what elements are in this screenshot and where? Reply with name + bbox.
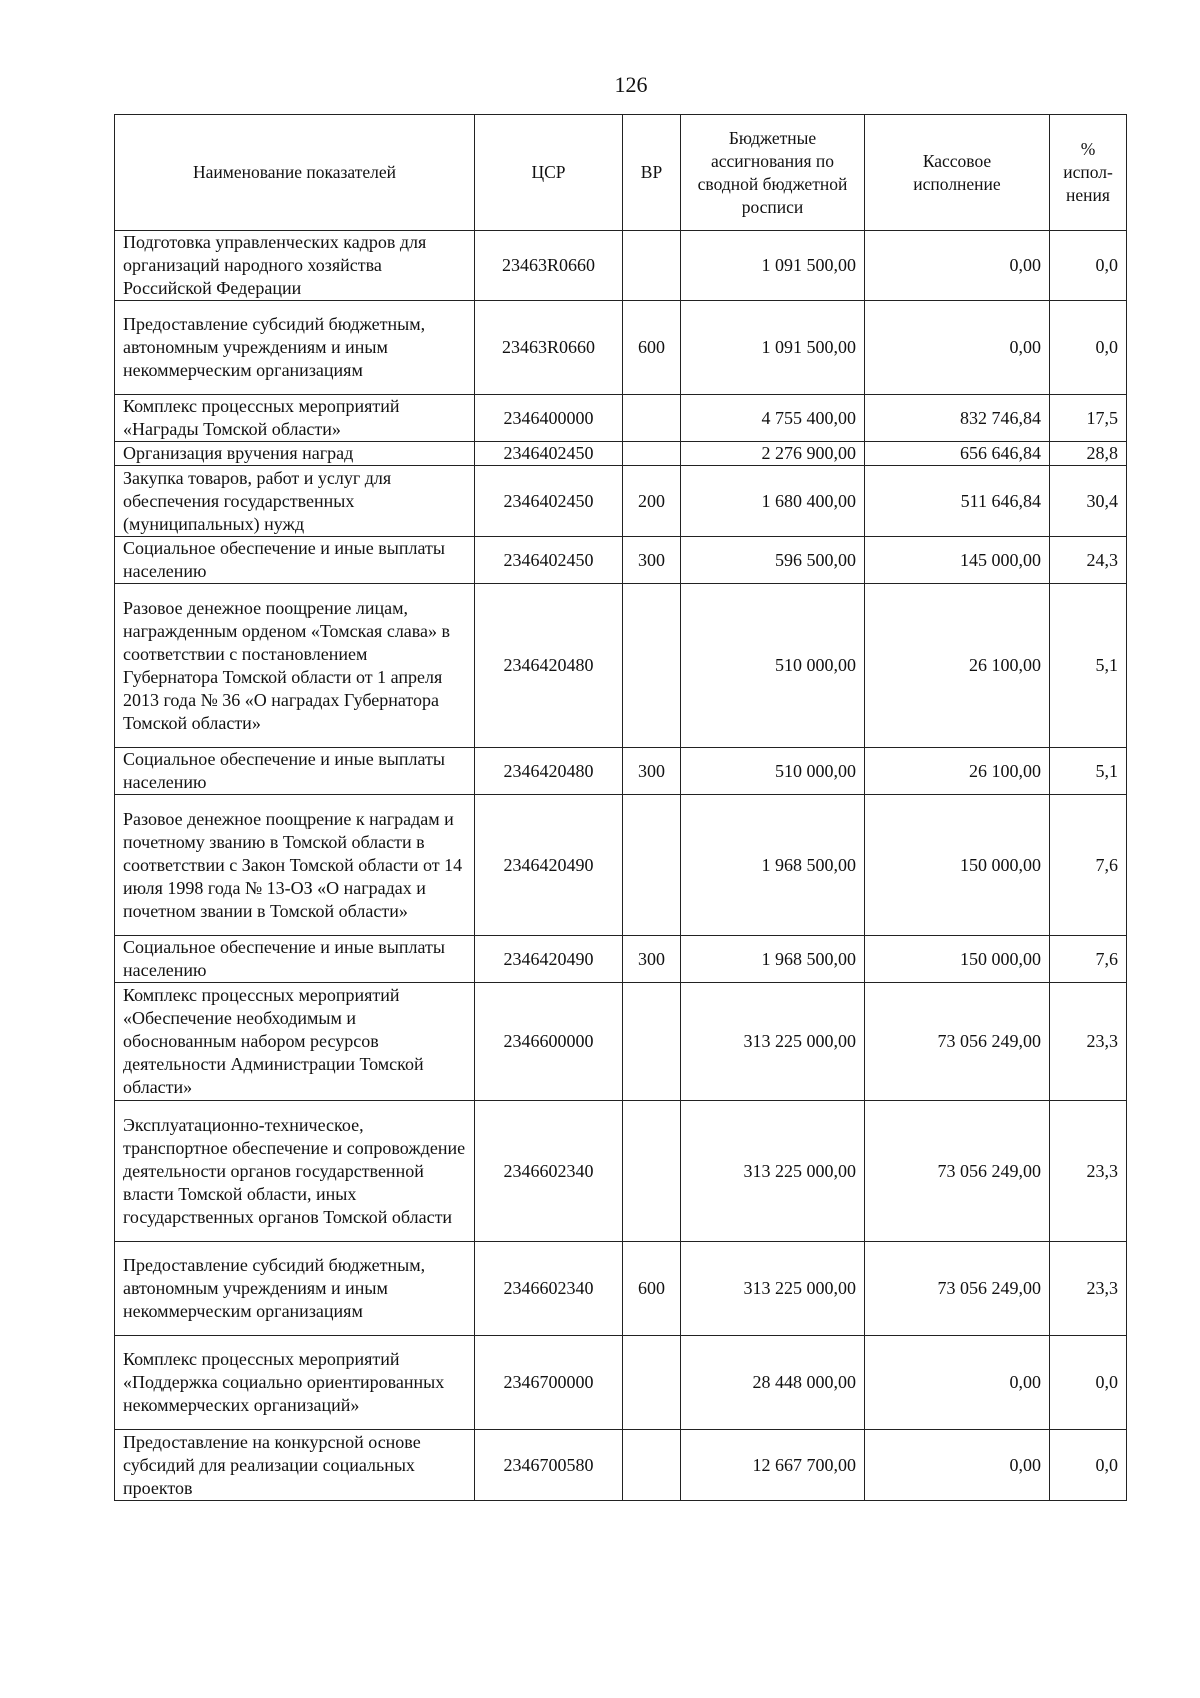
row-csr: 2346700580: [475, 1430, 623, 1501]
row-budget: 2 276 900,00: [681, 442, 865, 466]
row-vr: [623, 231, 681, 301]
row-csr: 2346420480: [475, 584, 623, 748]
row-percent: 30,4: [1050, 466, 1127, 537]
row-cash: 832 746,84: [865, 395, 1050, 442]
row-budget: 313 225 000,00: [681, 1242, 865, 1336]
row-csr: 2346602340: [475, 1101, 623, 1242]
header-csr: ЦСР: [475, 115, 623, 231]
header-budget-allocations: Бюджетные ассигнования по сводной бюджетной росписи: [681, 115, 865, 231]
row-name: Социальное обеспечение и иные выплаты населению: [115, 748, 475, 795]
row-budget: 313 225 000,00: [681, 1101, 865, 1242]
table-row: [115, 1242, 1127, 1336]
row-cash: 150 000,00: [865, 936, 1050, 983]
table-row: [115, 301, 1127, 395]
row-percent: 23,3: [1050, 1101, 1127, 1242]
row-name: Закупка товаров, работ и услуг для обеспечения государственных (муниципальных) нужд: [115, 466, 475, 537]
row-percent: 7,6: [1050, 936, 1127, 983]
header-cash-execution: Кассовое исполнение: [865, 115, 1050, 231]
row-csr: 23463R0660: [475, 231, 623, 301]
row-vr: [623, 1336, 681, 1430]
table-row: [115, 748, 1127, 795]
row-percent: 24,3: [1050, 537, 1127, 584]
row-cash: 511 646,84: [865, 466, 1050, 537]
row-name: Предоставление субсидий бюджетным, автономным учреждениям и иным некоммерческим организациям: [115, 301, 475, 395]
table-row: [115, 936, 1127, 983]
row-csr: 2346420490: [475, 936, 623, 983]
table-row: [115, 466, 1127, 537]
row-cash: 150 000,00: [865, 795, 1050, 936]
row-percent: 0,0: [1050, 1336, 1127, 1430]
row-csr: 2346420480: [475, 748, 623, 795]
row-vr: 200: [623, 466, 681, 537]
table-row: [115, 395, 1127, 442]
row-percent: 23,3: [1050, 1242, 1127, 1336]
row-name: Эксплуатационно-техническое, транспортное обеспечение и сопровождение деятельности органов государственной власти Томской области, иных государственных органов Томской области: [115, 1101, 475, 1242]
row-percent: 23,3: [1050, 983, 1127, 1101]
row-cash: 26 100,00: [865, 748, 1050, 795]
row-budget: 1 968 500,00: [681, 936, 865, 983]
row-csr: 2346420490: [475, 795, 623, 936]
row-vr: [623, 1101, 681, 1242]
table-row: [115, 1430, 1127, 1501]
row-percent: 7,6: [1050, 795, 1127, 936]
row-csr: 2346700000: [475, 1336, 623, 1430]
row-cash: 145 000,00: [865, 537, 1050, 584]
row-name: Комплекс процессных мероприятий «Награды Томской области»: [115, 395, 475, 442]
table-row: [115, 584, 1127, 748]
row-vr: [623, 395, 681, 442]
table-header-row: [115, 115, 1127, 231]
row-cash: 73 056 249,00: [865, 983, 1050, 1101]
row-name: Организация вручения наград: [115, 442, 475, 466]
table-row: [115, 983, 1127, 1101]
row-name: Социальное обеспечение и иные выплаты населению: [115, 936, 475, 983]
row-budget: 1 091 500,00: [681, 231, 865, 301]
row-budget: 1 091 500,00: [681, 301, 865, 395]
header-indicator-name: Наименование показателей: [115, 115, 475, 231]
row-cash: 656 646,84: [865, 442, 1050, 466]
row-csr: 2346600000: [475, 983, 623, 1101]
row-percent: 0,0: [1050, 231, 1127, 301]
row-vr: 300: [623, 936, 681, 983]
row-name: Разовое денежное поощрение к наградам и почетному званию в Томской области в соответствии с Закон Томской области от 14 июля 1998 года № 13-ОЗ «О наградах и почетном звании в Томской области»: [115, 795, 475, 936]
header-vr: ВР: [623, 115, 681, 231]
row-percent: 5,1: [1050, 748, 1127, 795]
row-percent: 0,0: [1050, 1430, 1127, 1501]
row-cash: 0,00: [865, 1336, 1050, 1430]
row-budget: 596 500,00: [681, 537, 865, 584]
row-budget: 313 225 000,00: [681, 983, 865, 1101]
row-csr: 2346602340: [475, 1242, 623, 1336]
row-csr: 2346402450: [475, 537, 623, 584]
header-execution-percent: % испол-нения: [1050, 115, 1127, 231]
row-budget: 510 000,00: [681, 584, 865, 748]
page-number: 126: [614, 72, 648, 97]
row-percent: 0,0: [1050, 301, 1127, 395]
row-name: Предоставление субсидий бюджетным, автономным учреждениям и иным некоммерческим организациям: [115, 1242, 475, 1336]
row-cash: 73 056 249,00: [865, 1101, 1050, 1242]
table-row: [115, 442, 1127, 466]
table-row: [115, 537, 1127, 584]
row-vr: [623, 1430, 681, 1501]
row-name: Комплекс процессных мероприятий «Поддержка социально ориентированных некоммерческих организаций»: [115, 1336, 475, 1430]
table-row: [115, 231, 1127, 301]
row-cash: 0,00: [865, 231, 1050, 301]
row-name: Комплекс процессных мероприятий «Обеспечение необходимым и обоснованным набором ресурсов деятельности Администрации Томской области»: [115, 983, 475, 1101]
table-row: [115, 1336, 1127, 1430]
row-vr: 300: [623, 748, 681, 795]
row-budget: 510 000,00: [681, 748, 865, 795]
row-percent: 28,8: [1050, 442, 1127, 466]
row-csr: 2346402450: [475, 466, 623, 537]
table-row: [115, 1101, 1127, 1242]
table-row: [115, 795, 1127, 936]
row-name: Подготовка управленческих кадров для организаций народного хозяйства Российской Федерации: [115, 231, 475, 301]
row-vr: [623, 442, 681, 466]
row-percent: 5,1: [1050, 584, 1127, 748]
row-vr: [623, 983, 681, 1101]
row-csr: 2346400000: [475, 395, 623, 442]
row-vr: 600: [623, 301, 681, 395]
row-vr: 600: [623, 1242, 681, 1336]
row-name: Социальное обеспечение и иные выплаты населению: [115, 537, 475, 584]
row-csr: 2346402450: [475, 442, 623, 466]
row-budget: 1 968 500,00: [681, 795, 865, 936]
row-budget: 4 755 400,00: [681, 395, 865, 442]
row-cash: 26 100,00: [865, 584, 1050, 748]
row-budget: 1 680 400,00: [681, 466, 865, 537]
row-percent: 17,5: [1050, 395, 1127, 442]
row-name: Разовое денежное поощрение лицам, награжденным орденом «Томская слава» в соответствии с постановлением Губернатора Томской области от 1 апреля 2013 года № 36 «О наградах Губернатора Томской области»: [115, 584, 475, 748]
budget-execution-table: [114, 114, 1127, 1501]
row-csr: 23463R0660: [475, 301, 623, 395]
row-cash: 0,00: [865, 301, 1050, 395]
row-cash: 73 056 249,00: [865, 1242, 1050, 1336]
row-budget: 28 448 000,00: [681, 1336, 865, 1430]
row-vr: [623, 584, 681, 748]
row-name: Предоставление на конкурсной основе субсидий для реализации социальных проектов: [115, 1430, 475, 1501]
row-vr: 300: [623, 537, 681, 584]
row-cash: 0,00: [865, 1430, 1050, 1501]
row-vr: [623, 795, 681, 936]
row-budget: 12 667 700,00: [681, 1430, 865, 1501]
